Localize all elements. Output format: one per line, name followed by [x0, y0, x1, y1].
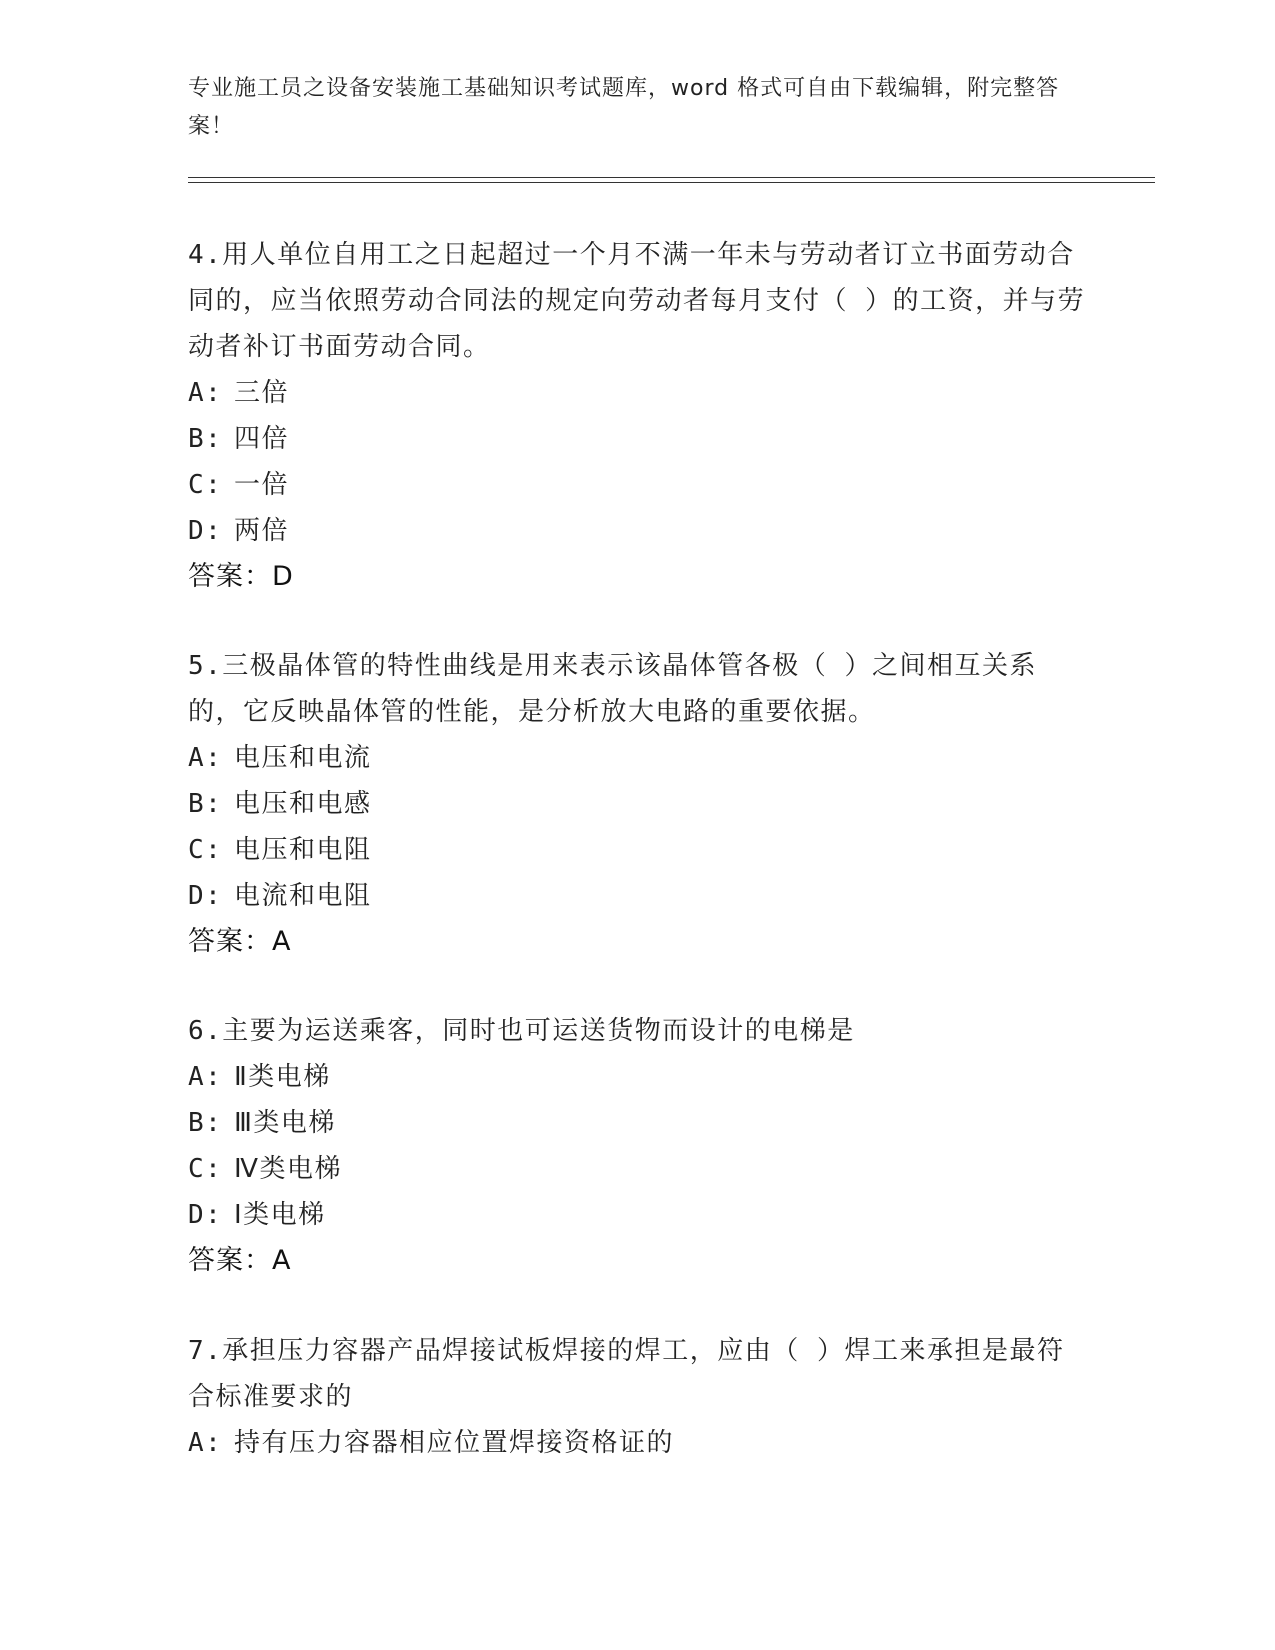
answer-text: 答案：A: [188, 1245, 292, 1276]
option-b: [188, 1100, 1088, 1146]
header-divider-bottom: [188, 182, 1155, 183]
option-text: 电流和电阻: [234, 881, 372, 911]
option-text: Ⅳ类电梯: [234, 1154, 342, 1184]
question-text: 5.三极晶体管的特性曲线是用来表示该晶体管各极（ ）之间相互关系的，它反映晶体管的性能，是分析放大电路的重要依据。: [188, 651, 1037, 727]
option-letter: A:: [188, 1428, 223, 1458]
option-b: [188, 781, 1088, 827]
option-letter: A:: [188, 743, 223, 773]
option-d: [188, 508, 1088, 554]
header-text: 专业施工员之设备安装施工基础知识考试题库，word 格式可自由下载编辑，附完整答案！: [188, 76, 1060, 139]
option-letter: C:: [188, 835, 223, 865]
option-letter: C:: [188, 470, 223, 500]
option-a: [188, 1054, 1088, 1100]
option-a: [188, 1420, 1088, 1466]
option-letter: B:: [188, 424, 223, 454]
question-text: 7.承担压力容器产品焊接试板焊接的焊工，应由（ ）焊工来承担是最符合标准要求的: [188, 1336, 1065, 1412]
option-letter: D:: [188, 516, 223, 546]
option-letter: D:: [188, 1200, 223, 1230]
option-letter: A:: [188, 378, 223, 408]
option-text: 一倍: [234, 470, 290, 500]
question-7: [188, 1328, 1088, 1466]
option-a: [188, 370, 1088, 416]
option-text: 三倍: [234, 378, 290, 408]
option-d: [188, 873, 1088, 919]
question-5: [188, 643, 1088, 965]
option-text: 电压和电流: [234, 743, 372, 773]
option-letter: D:: [188, 881, 223, 911]
question-text: 4.用人单位自用工之日起超过一个月不满一年未与劳动者订立书面劳动合同的，应当依照劳动合同法的规定向劳动者每月支付（ ）的工资，并与劳动者补订书面劳动合同。: [188, 240, 1086, 362]
option-letter: B:: [188, 1108, 223, 1138]
option-letter: C:: [188, 1154, 223, 1184]
option-text: Ⅱ类电梯: [234, 1062, 331, 1092]
header-divider-top: [188, 177, 1155, 178]
option-d: [188, 1192, 1088, 1238]
question-text: 6.主要为运送乘客，同时也可运送货物而设计的电梯是: [188, 1016, 855, 1046]
option-c: [188, 462, 1088, 508]
answer-text: 答案：A: [188, 926, 292, 957]
option-text: 电压和电感: [234, 789, 372, 819]
document-header: [188, 70, 1068, 146]
option-c: [188, 1146, 1088, 1192]
option-text: 电压和电阻: [234, 835, 372, 865]
question-4: [188, 232, 1088, 600]
option-a: [188, 735, 1088, 781]
option-letter: B:: [188, 789, 223, 819]
option-c: [188, 827, 1088, 873]
option-text: Ⅰ类电梯: [234, 1200, 326, 1230]
option-text: 四倍: [234, 424, 290, 454]
option-letter: A:: [188, 1062, 223, 1092]
option-b: [188, 416, 1088, 462]
option-text: 两倍: [234, 516, 290, 546]
option-text: 持有压力容器相应位置焊接资格证的: [234, 1428, 675, 1458]
question-6: [188, 1008, 1088, 1284]
answer-text: 答案：D: [188, 561, 294, 592]
option-text: Ⅲ类电梯: [234, 1108, 336, 1138]
